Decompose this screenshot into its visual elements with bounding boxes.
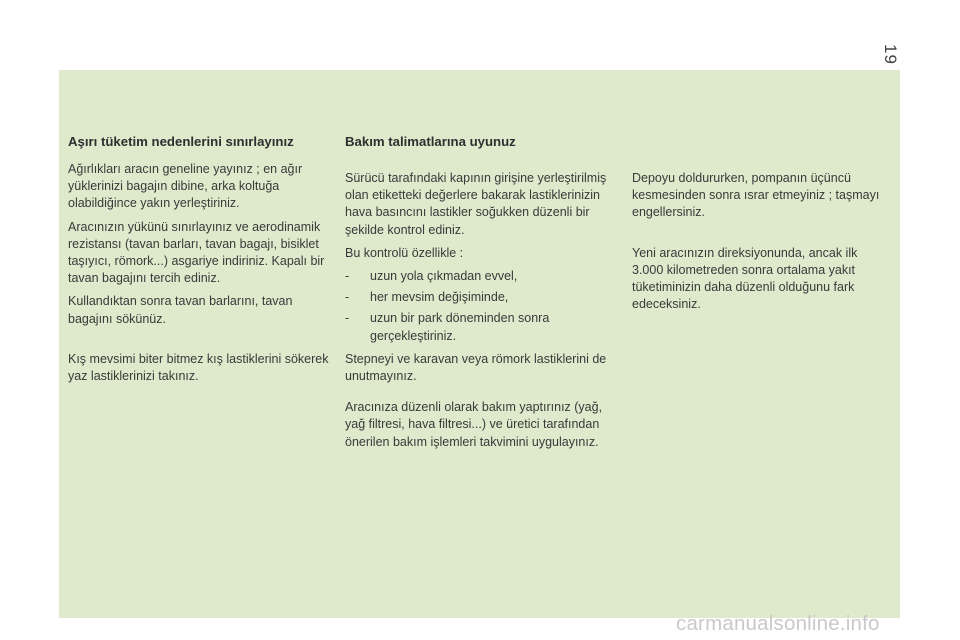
check-list	[345, 268, 620, 345]
page-number: 19	[881, 44, 900, 65]
left-column	[68, 134, 330, 391]
list-item: - her mevsim değişiminde,	[345, 289, 620, 306]
middle-paragraph-2: Bu kontrolü özellikle :	[345, 245, 464, 260]
middle-heading: Bakım talimatlarına uyunuz	[345, 134, 516, 149]
left-paragraph-4: Kış mevsimi biter bitmez kış lastiklerini sökerek yaz lastiklerinizi takınız.	[68, 351, 329, 384]
left-heading: Aşırı tüketim nedenlerini sınırlayınız	[68, 134, 294, 149]
left-paragraph-3: Kullandıktan sonra tavan barlarını, tavan bagajını sökünüz.	[68, 294, 293, 326]
right-paragraph-1: Depoyu doldururken, pompanın üçüncü kesmesinden sonra ısrar etmeyiniz ; taşmayı engellersiniz.	[632, 171, 880, 220]
watermark: carmanualsonline.info	[676, 612, 880, 635]
list-item: - uzun bir park döneminden sonra gerçekleştiriniz.	[345, 310, 620, 344]
right-column	[632, 170, 892, 319]
middle-paragraph-4: Aracınıza düzenli olarak bakım yaptırınız (yağ, yağ filtresi, hava filtresi...) ve üretici tarafından önerilen bakım işlemleri takvimini uygulayınız.	[345, 400, 603, 449]
left-paragraph-1: Ağırlıkları aracın geneline yayınız ; en ağır yüklerinizi bagajın dibine, arka koltuğa olabildiğince yakın yerleştiriniz.	[68, 162, 303, 211]
left-paragraph-2: Aracınızın yükünü sınırlayınız ve aerodinamik rezistansı (tavan barları, tavan bagajı, bisiklet taşıyıcı, römork...) asgariye indiriniz. Kapalı bir tavan bagajını tercih ediniz.	[68, 219, 325, 286]
middle-paragraph-3: Stepneyi ve karavan veya römork lastiklerini de unutmayınız.	[345, 351, 607, 384]
list-item: - uzun yola çıkmadan evvel,	[345, 268, 620, 285]
right-paragraph-2: Yeni aracınızın direksiyonunda, ancak ilk 3.000 kilometreden sonra ortalama yakıt tüketiminizin daha düzenli olduğunu fark edeceksiniz.	[632, 245, 858, 312]
middle-column	[345, 134, 620, 457]
middle-paragraph-1: Sürücü tarafındaki kapının girişine yerleştirilmiş olan etiketteki değerlere bakarak lastiklerinizin hava basıncını lastikler soğukken düzenli bir şekilde kontrol ediniz.	[345, 171, 607, 237]
